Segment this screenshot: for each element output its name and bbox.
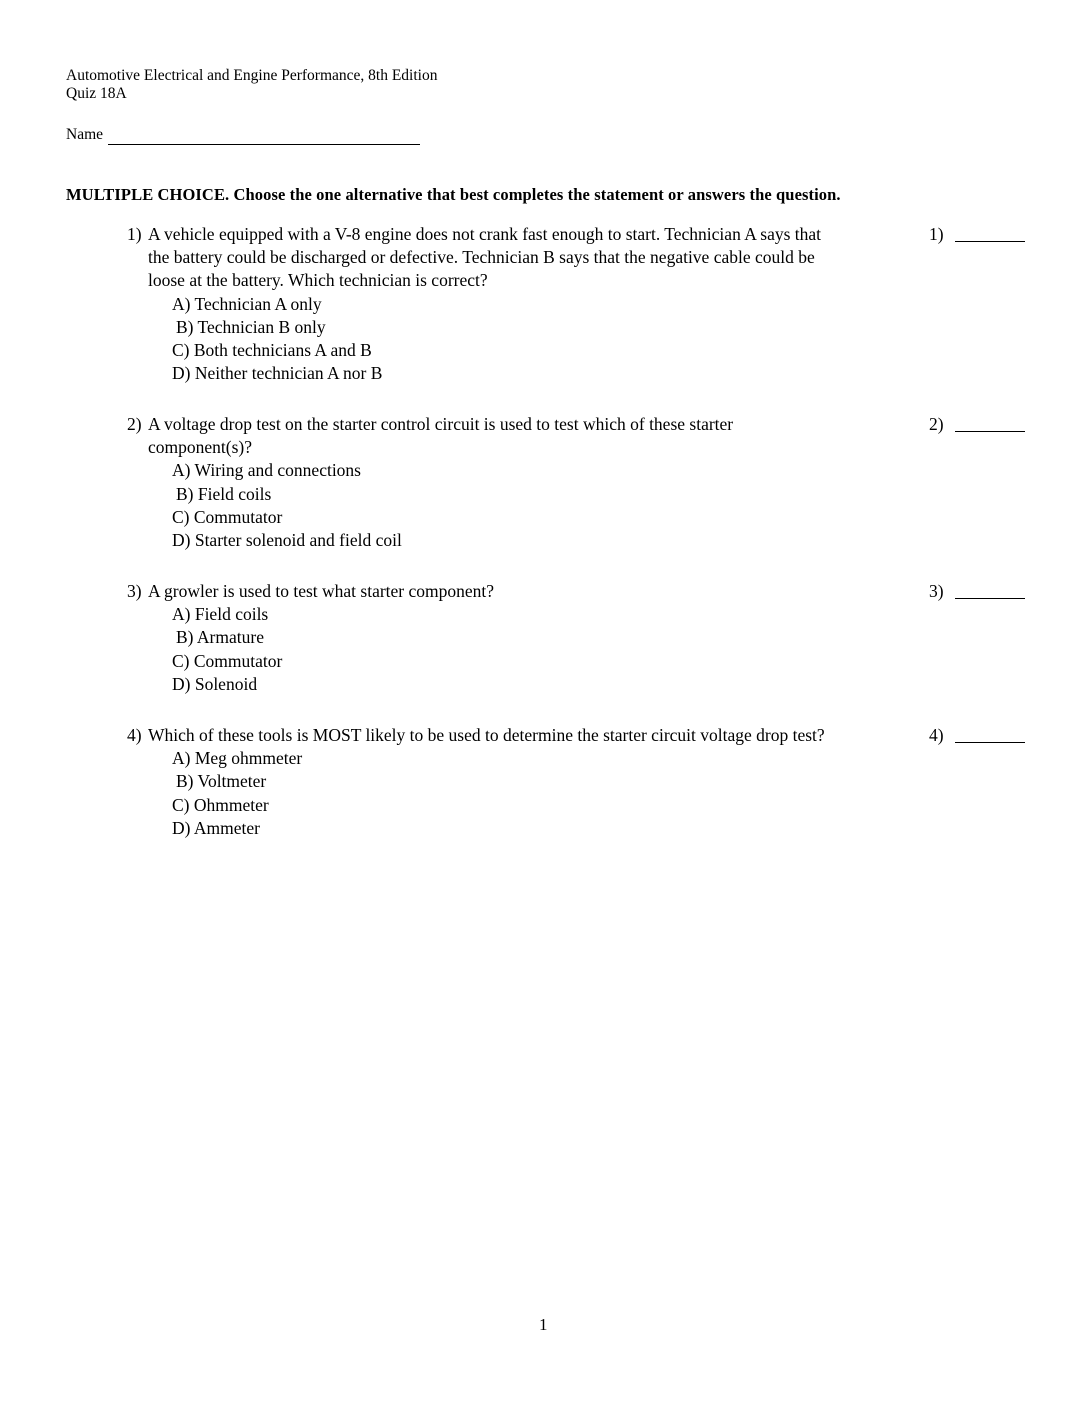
answer-option[interactable]: B) Voltmeter <box>176 771 267 792</box>
question-number: 2) <box>127 414 142 434</box>
answer-blank[interactable] <box>955 431 1025 432</box>
answer-option[interactable]: B) Armature <box>176 627 264 648</box>
answer-option[interactable]: C) Commutator <box>172 506 283 527</box>
question-text-line: A growler is used to test what starter component? <box>148 581 495 601</box>
question-text-line: the battery could be discharged or defective. Technician B says that the negative cable could be <box>148 247 815 268</box>
answer-number: 1) <box>929 224 944 244</box>
answer-option[interactable]: C) Both technicians A and B <box>172 340 372 361</box>
question-text-line: Which of these tools is MOST likely to be used to determine the starter circuit voltage drop test? <box>148 725 825 745</box>
question-number: 1) <box>127 224 142 244</box>
answer-number: 3) <box>929 581 944 601</box>
answer-blank[interactable] <box>955 742 1025 743</box>
answer-option[interactable]: A) Wiring and connections <box>172 460 361 481</box>
question-number: 4) <box>127 725 142 745</box>
question-1 <box>127 223 1027 385</box>
name-field-line[interactable] <box>108 144 420 145</box>
answer-option[interactable]: C) Commutator <box>172 650 283 671</box>
answer-number: 4) <box>929 725 944 745</box>
question-text-line: A voltage drop test on the starter control circuit is used to test which of these starter <box>148 414 734 434</box>
answer-blank[interactable] <box>955 241 1025 242</box>
page-number: 1 <box>539 1315 548 1334</box>
answer-option[interactable]: D) Neither technician A nor B <box>172 363 383 384</box>
question-4 <box>127 724 1027 840</box>
answer-option[interactable]: A) Meg ohmmeter <box>172 748 303 769</box>
answer-option[interactable]: D) Ammeter <box>172 817 260 838</box>
answer-option[interactable]: A) Field coils <box>172 604 269 625</box>
answer-number: 2) <box>929 414 944 434</box>
question-number: 3) <box>127 581 142 601</box>
answer-option[interactable]: C) Ohmmeter <box>172 794 269 815</box>
question-3 <box>127 580 1027 696</box>
name-label: Name <box>66 126 104 143</box>
answer-option[interactable]: A) Technician A only <box>172 293 322 314</box>
question-text-line: component(s)? <box>148 437 252 458</box>
quiz-title: Quiz 18A <box>66 85 127 102</box>
answer-option[interactable]: D) Solenoid <box>172 673 258 694</box>
instructions: MULTIPLE CHOICE. Choose the one alternative that best completes the statement or answers the question. <box>66 185 841 204</box>
course-title: Automotive Electrical and Engine Performance, 8th Edition <box>66 67 438 84</box>
answer-blank[interactable] <box>955 598 1025 599</box>
question-text-line: A vehicle equipped with a V-8 engine does not crank fast enough to start. Technician A says that <box>148 224 822 244</box>
answer-option[interactable]: B) Technician B only <box>176 316 326 337</box>
answer-option[interactable]: D) Starter solenoid and field coil <box>172 530 402 551</box>
question-text-line: loose at the battery. Which technician is correct? <box>148 270 488 291</box>
question-2 <box>127 413 1027 552</box>
answer-option[interactable]: B) Field coils <box>176 483 272 504</box>
